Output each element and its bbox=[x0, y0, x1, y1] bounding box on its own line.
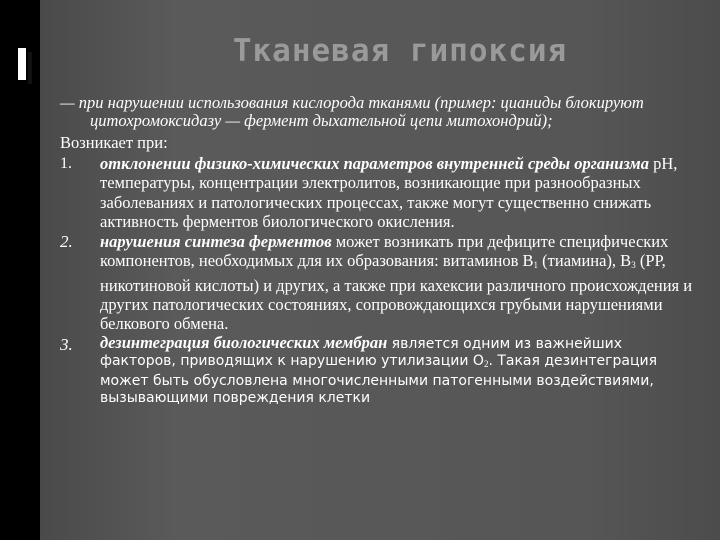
intro-text: — при нарушении использования кислорода тканями (пример: цианиды блокируют цитохромоксидазу — фермент дыхательной цепи митохондрий); bbox=[60, 93, 644, 130]
item-number: 1. bbox=[60, 155, 72, 172]
subscript: 2 bbox=[483, 358, 489, 369]
item-number: 3. bbox=[60, 334, 73, 354]
decor-bar-shadow bbox=[28, 52, 32, 84]
list-item-2 bbox=[60, 232, 700, 333]
slide-title: Тканевая гипоксия bbox=[232, 33, 568, 69]
item-rest: pH, температуры, концентрации электролитов, возникающие при разнообразных заболеваниях и патологических процессах, также могут существенно снижать активность ферментов биологического окисления. bbox=[100, 154, 678, 231]
slide-body bbox=[60, 94, 700, 406]
decor-bar bbox=[18, 48, 26, 80]
item-rest: (РР, никотиновой кислоты) и других, а также при кахексии различного происхождения и других патологических состояниях, сопровождающихся грубыми нарушениями белкового обмена. bbox=[100, 251, 693, 334]
item-text bbox=[100, 232, 700, 333]
item-rest: может возникать при дефиците специфических компонентов, необходимых для их образования: витаминов В bbox=[100, 232, 669, 271]
list-item-3 bbox=[60, 332, 700, 407]
item-number: 2. bbox=[60, 232, 73, 252]
item-emphasis: нарушения синтеза ферментов bbox=[100, 232, 332, 252]
item-emphasis: дезинтеграция биологических мембран bbox=[100, 332, 388, 352]
item-rest: . Такая дезинтеграция может быть обусловлена многочисленными патогенными воздействиями, вызывающими повреждения клетки bbox=[100, 352, 658, 407]
item-text bbox=[100, 332, 700, 407]
occurs-label: Возникает при: bbox=[60, 133, 168, 152]
item-text bbox=[100, 154, 700, 231]
subscript: 1 bbox=[533, 260, 539, 271]
item-rest: (тиамина), В bbox=[538, 251, 632, 271]
item-rest: является одним из важнейших факторов, приводящих к нарушению утилизации О bbox=[100, 335, 623, 369]
list-item-1 bbox=[60, 154, 700, 231]
item-emphasis: отклонении физико-химических параметров внутренней среды организма bbox=[100, 154, 649, 173]
subscript: 3 bbox=[631, 260, 636, 271]
